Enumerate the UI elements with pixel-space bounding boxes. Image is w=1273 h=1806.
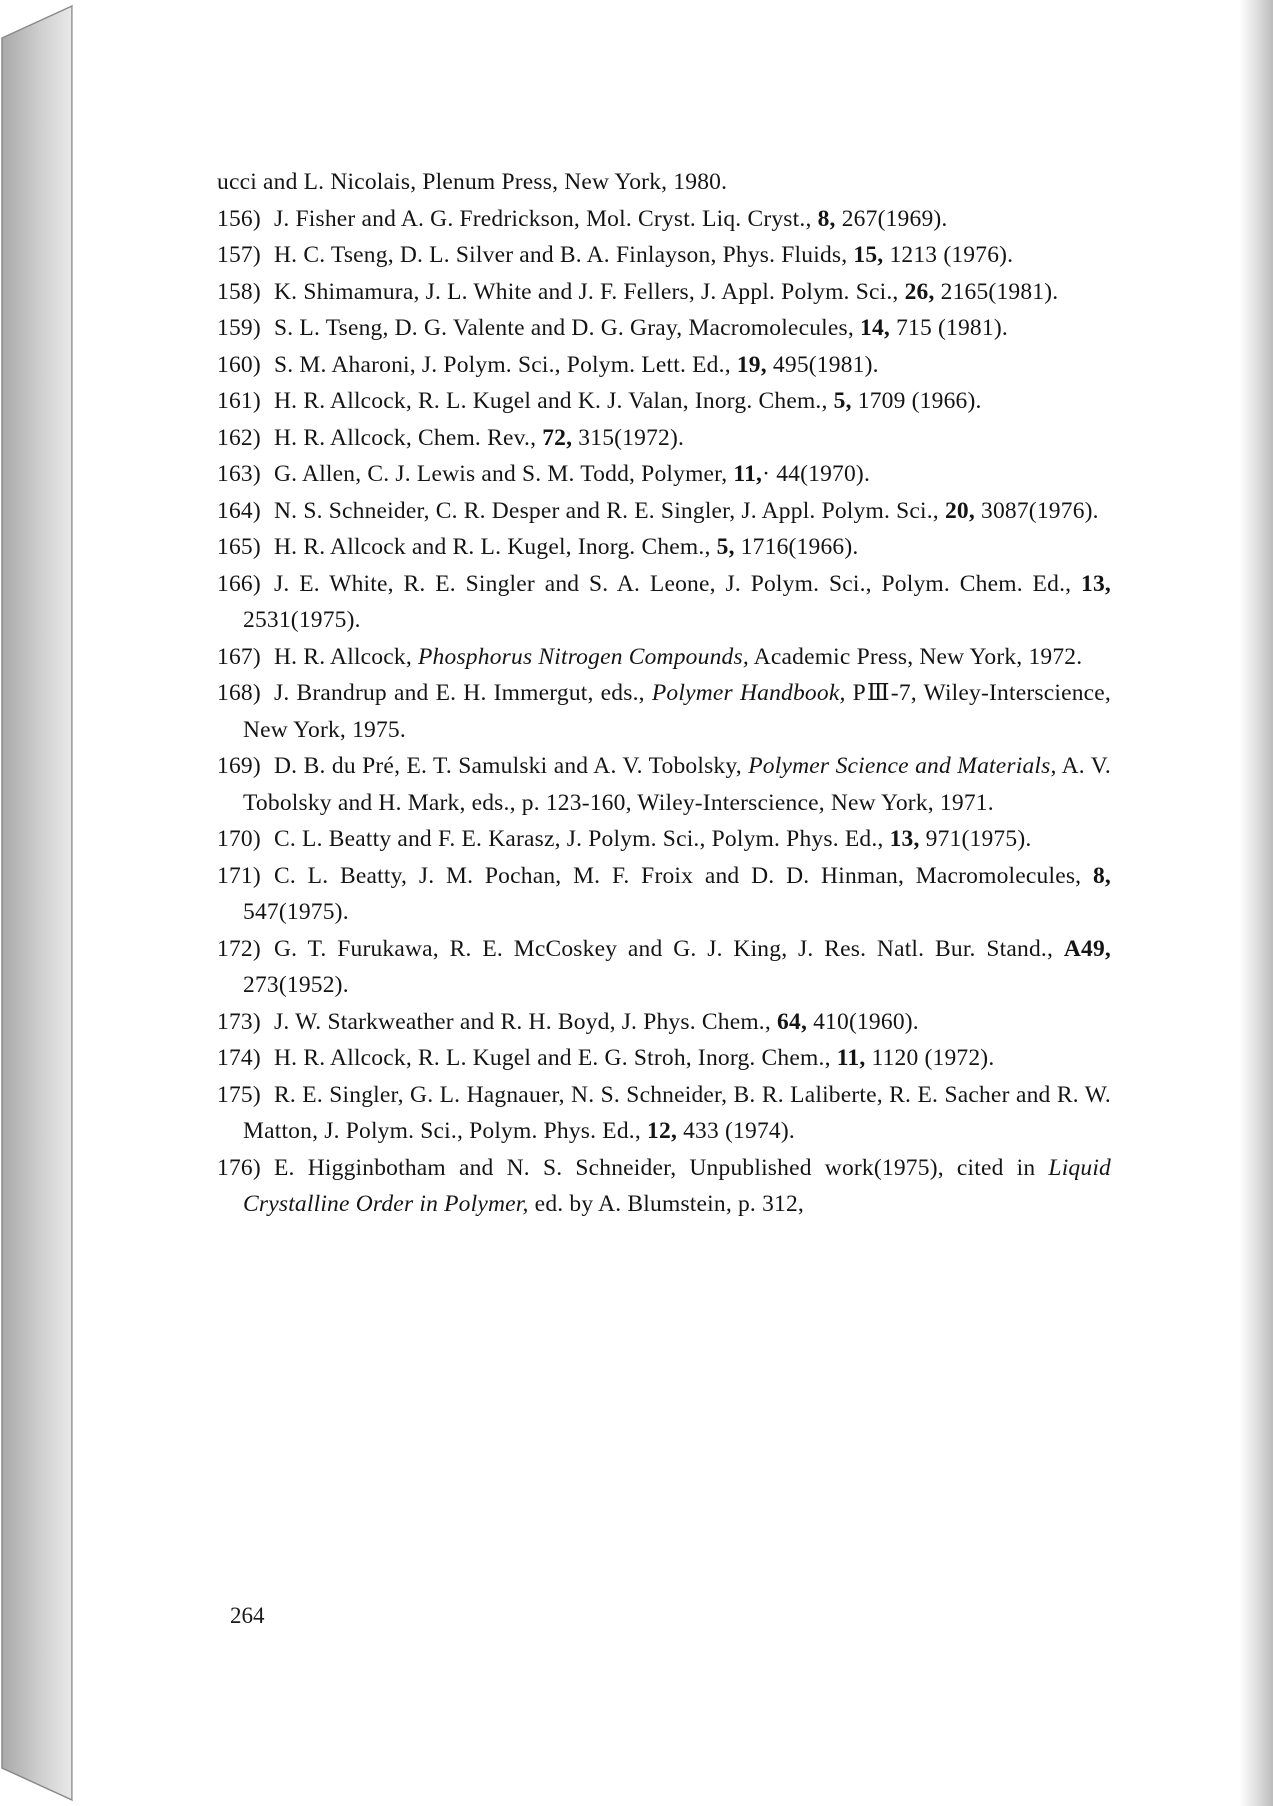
reference-item [217,748,1111,821]
reference-text [217,310,1111,347]
reference-number: 175) [217,1081,261,1108]
reference-item [217,639,1111,676]
reference-segment: G. T. Furukawa, R. E. McCoskey and G. J. King, J. Res. Natl. Bur. Stand., [274,935,1064,962]
reference-number: 160) [217,351,261,378]
volume-number: 5, [833,388,852,414]
reference-item [217,821,1111,858]
reference-list [217,164,1111,1223]
reference-number: 168) [217,680,261,706]
reference-number: 164) [217,497,261,524]
volume-number: 64, [777,1008,808,1035]
reference-segment: K. Shimamura, J. L. White and J. F. Fellers, J. Appl. Polym. Sci., [274,278,905,305]
reference-segment: ed. by A. Blumstein, p. 312, [528,1191,805,1217]
reference-number: 169) [217,753,261,779]
reference-segment: H. R. Allcock and R. L. Kugel, Inorg. Chem., [274,534,717,560]
reference-segment: 433 (1974). [677,1118,795,1144]
reference-segment: 3087(1976). [974,497,1099,524]
italic-title: Polymer Handbook, [651,680,846,706]
volume-number: 5, [716,534,735,560]
reference-item [217,1040,1111,1077]
reference-number: 157) [217,242,261,268]
volume-number: 11, [733,461,763,487]
reference-segment: H. R. Allcock, Chem. Rev., [274,424,543,451]
reference-number: 166) [217,570,261,597]
reference-item [217,347,1111,384]
reference-segment: E. Higginbotham and N. S. Schneider, Unpublished work(1975), cited in [274,1154,1049,1181]
reference-text [217,1077,1111,1150]
reference-text [217,237,1111,274]
reference-segment: N. S. Schneider, C. R. Desper and R. E. Singler, J. Appl. Polym. Sci., [274,497,945,524]
reference-item [217,383,1111,420]
reference-text [217,821,1111,858]
reference-segment: 1709 (1966). [851,388,982,414]
reference-number: 163) [217,461,261,487]
volume-number: 8, [817,205,836,232]
volume-number: 12, [647,1118,678,1144]
italic-title: Phosphorus Nitrogen Compounds, [418,643,749,670]
reference-item [217,858,1111,931]
volume-number: 20, [944,497,975,524]
reference-number: 161) [217,388,261,414]
volume-number: 15, [853,242,884,268]
page-number: 264 [230,1603,265,1628]
reference-item [217,201,1111,238]
reference-item [217,456,1111,493]
reference-item [217,310,1111,347]
reference-text [217,274,1111,311]
reference-segment: G. Allen, C. J. Lewis and S. M. Todd, Polymer, [274,461,734,487]
reference-item [217,420,1111,457]
reference-text [217,748,1111,821]
reference-item [217,1077,1111,1150]
reference-segment: C. L. Beatty and F. E. Karasz, J. Polym. Sci., Polym. Phys. Ed., [274,826,890,852]
reference-segment: J. Brandrup and E. H. Immergut, eds., [274,680,652,706]
volume-number: 8, [1092,862,1111,889]
reference-item [217,529,1111,566]
reference-item [217,675,1111,748]
reference-segment: S. M. Aharoni, J. Polym. Sci., Polym. Lett. Ed., [274,351,737,378]
reference-item [217,274,1111,311]
reference-segment: D. B. du Pré, E. T. Samulski and A. V. Tobolsky, [274,753,749,779]
reference-segment: 315(1972). [572,424,685,451]
reference-number: 174) [217,1045,261,1071]
volume-number: 13, [889,826,920,852]
reference-number: 170) [217,826,261,852]
reference-text [217,383,1111,420]
reference-segment: R. E. Singler, G. L. Hagnauer, N. S. Schneider, B. R. Laliberte, R. E. Sacher and R. W. Matton, J. Polym. Sci., Polym. Phys. Ed., [243,1081,1111,1144]
reference-text [217,1004,1111,1041]
reference-segment: H. R. Allcock, R. L. Kugel and E. G. Stroh, Inorg. Chem., [274,1045,837,1071]
reference-item [217,493,1111,530]
volume-number: 11, [836,1045,866,1071]
italic-title: Polymer Science and Materials, [748,753,1057,779]
reference-segment: PⅢ-7, Wiley-Interscience, New York, 1975. [243,680,1111,743]
reference-segment: H. R. Allcock, [274,643,418,670]
reference-number: 171) [217,862,261,889]
reference-segment: 971(1975). [919,826,1032,852]
reference-segment: 715 (1981). [890,315,1008,341]
reference-segment: 547(1975). [243,899,349,925]
reference-text [217,1040,1111,1077]
reference-text [217,201,1111,238]
reference-number: 162) [217,424,261,451]
reference-number: 172) [217,935,261,962]
reference-number: 173) [217,1008,261,1035]
reference-segment: 1213 (1976). [883,242,1014,268]
reference-segment: 495(1981). [766,351,879,378]
reference-number: 165) [217,534,261,560]
reference-segment: 2531(1975). [243,607,361,633]
reference-text [217,639,1111,676]
reference-item [217,931,1111,1004]
volume-number: 14, [860,315,890,341]
reference-item [217,237,1111,274]
reference-number: 176) [217,1154,261,1181]
reference-text [217,456,1111,493]
reference-number: 156) [217,205,261,232]
reference-text [217,529,1111,566]
reference-continuation [217,164,1111,201]
volume-number: 26, [904,278,935,305]
volume-number: A49, [1063,935,1111,962]
continuation-text: ucci and L. Nicolais, Plenum Press, New York, 1980. [217,169,728,195]
reference-segment: J. W. Starkweather and R. H. Boyd, J. Phys. Chem., [274,1008,778,1035]
page-edge-shadow [1239,0,1273,1806]
reference-segment: 1120 (1972). [865,1045,995,1071]
reference-segment: Academic Press, New York, 1972. [748,643,1083,670]
reference-number: 159) [217,315,261,341]
reference-segment: 273(1952). [243,972,349,998]
reference-text [217,493,1111,530]
reference-number: 167) [217,643,261,670]
reference-item [217,1004,1111,1041]
reference-text [217,1150,1111,1223]
reference-segment: H. R. Allcock, R. L. Kugel and K. J. Valan, Inorg. Chem., [274,388,834,414]
reference-segment: · 44(1970). [762,461,871,487]
volume-number: 72, [542,424,573,451]
reference-segment: J. Fisher and A. G. Fredrickson, Mol. Cryst. Liq. Cryst., [274,205,818,232]
reference-item [217,1150,1111,1223]
italic-title: Liquid Crystalline Order in Polymer, [243,1154,1111,1217]
reference-segment: C. L. Beatty, J. M. Pochan, M. F. Froix and D. D. Hinman, Macromolecules, [274,862,1093,889]
reference-text [217,858,1111,931]
reference-text [217,675,1111,748]
reference-number: 158) [217,278,261,305]
reference-segment: A. V. Tobolsky and H. Mark, eds., p. 123-160, Wiley-Interscience, New York, 1971. [243,753,1111,816]
reference-segment: J. E. White, R. E. Singler and S. A. Leone, J. Polym. Sci., Polym. Chem. Ed., [274,570,1082,597]
volume-number: 13, [1081,570,1111,597]
reference-segment: H. C. Tseng, D. L. Silver and B. A. Finlayson, Phys. Fluids, [274,242,854,268]
reference-segment: 410(1960). [807,1008,919,1035]
reference-segment: S. L. Tseng, D. G. Valente and D. G. Gray, Macromolecules, [274,315,861,341]
reference-text [217,347,1111,384]
reference-text [217,566,1111,639]
reference-segment: 1716(1966). [734,534,859,560]
reference-text [217,931,1111,1004]
reference-item [217,566,1111,639]
volume-number: 19, [736,351,767,378]
reference-segment: 2165(1981). [934,278,1059,305]
reference-text [217,420,1111,457]
reference-segment: 267(1969). [835,205,948,232]
